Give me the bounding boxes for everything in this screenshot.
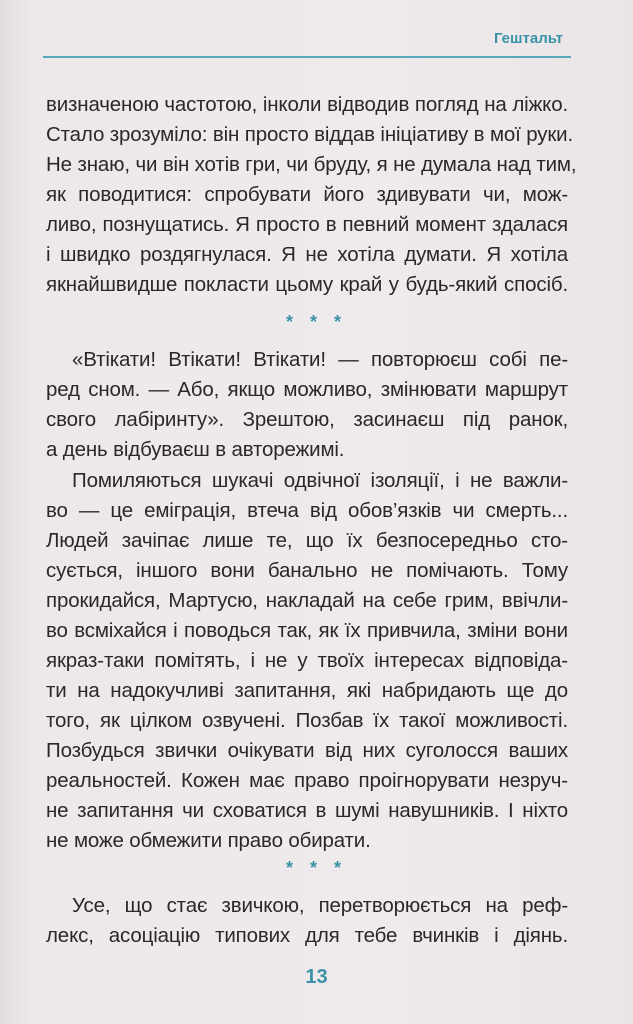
paragraph-1 [46,90,577,300]
text-line: того, як цілком озвучені. Позбав їх такої можливості. [46,709,568,732]
text-line: ливо, познущатись. Я просто в певний момент здалася [46,213,568,236]
text-line: як поводитися: спробувати його здивувати чи, мож- [46,183,568,206]
text-line: не запитання чи сховатися в шумі навушників. І ніхто [46,799,568,822]
text-line: сується, іншого вони банально не помічають. Тому [46,559,568,582]
paragraph-2 [46,345,568,465]
text-line: Людей зачіпає лише те, що їх безпосередньо сто- [46,529,568,552]
text-line: ти на надокучливі запитання, які набридають ще до [46,679,568,702]
text-line: і швидко роздягнулася. Я не хотіла думати. Я хотіла [46,243,568,266]
text-line: Не знаю, чи він хотів гри, чи бруду, я не думала над тим, [46,153,577,176]
header-rule [43,56,571,58]
text-line: свого лабіринту». Зрештою, засинаєш під ранок, [46,408,568,431]
running-header-title: Гештальт [493,30,563,47]
text-line: реальностей. Кожен має право проігнорувати незруч- [46,769,568,792]
text-line: Стало зрозуміло: він просто віддав ініціативу в мої руки. [46,123,574,146]
text-line: а день відбуваєш в авторежимі. [46,438,345,461]
paragraph-3 [46,466,568,856]
text-line: прокидайся, Мартусю, накладай на себе грим, ввічли- [46,589,568,612]
paragraph-4 [46,891,568,951]
section-separator: * * * [285,858,348,878]
text-line: во всміхайся і поводься так, як їх привчила, зміни вони [46,619,568,642]
text-line: «Втікати! Втікати! Втікати! — повторюєш собі пе- [72,348,568,371]
text-line: якраз-таки помітять, і не у твоїх інтересах відповіда- [46,649,568,672]
text-line: якнайшвидше покласти цьому край у будь-який спосіб. [46,273,568,296]
text-line: Позбудься звички очікувати від них суголосся ваших [46,739,568,762]
text-line: Усе, що стає звичкою, перетворюється на реф- [72,894,568,917]
text-line: лекс, асоціацію типових для тебе вчинків і діянь. [46,924,568,947]
text-line: ред сном. — Або, якщо можливо, змінювати маршрут [46,378,568,401]
text-line: не може обмежити право обирати. [46,829,371,852]
text-line: визначеною частотою, інколи відводив погляд на ліжко. [46,93,568,116]
page-number: 13 [305,966,328,988]
text-line: Помиляються шукачі одвічної ізоляції, і не важли- [72,469,568,492]
section-separator: * * * [285,312,348,332]
text-line: во — це еміграція, втеча від обов’язків чи смерть... [46,499,568,522]
